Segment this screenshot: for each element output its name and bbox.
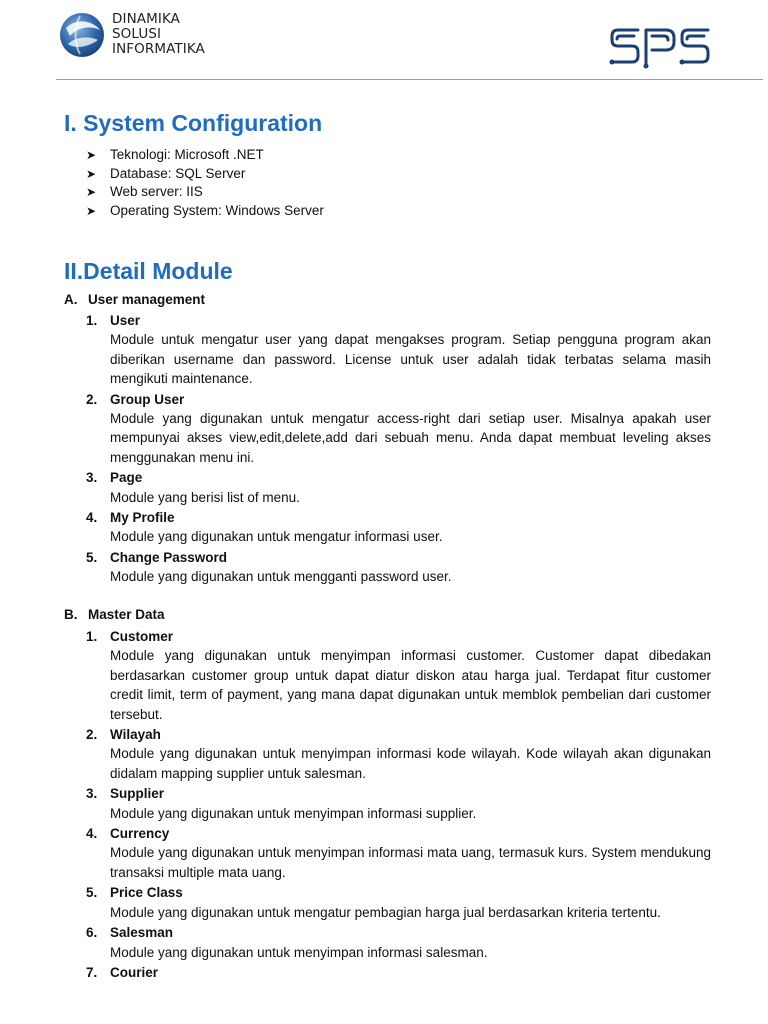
item-title: Price Class bbox=[110, 885, 183, 901]
list-item bbox=[86, 824, 711, 882]
item-title: Group User bbox=[110, 391, 185, 407]
company-name bbox=[112, 12, 205, 57]
dinamika-logo bbox=[58, 10, 218, 66]
item-title: Salesman bbox=[110, 925, 174, 941]
item-description: Module yang digunakan untuk menyimpan informasi customer. Customer dapat dibedakan berdasarkan customer group untuk dapat diatur diskon atau harga jual. Terdapat fitur customer credit limit, term of payment, yang mana dapat digunakan untuk memblok pembelian dari customer tersebut. bbox=[110, 648, 711, 722]
item-description: Module yang digunakan untuk menyimpan informasi mata uang, termasuk kurs. System mendukung transaksi multiple mata uang. bbox=[110, 845, 711, 880]
item-title: Customer bbox=[110, 629, 174, 644]
group-master-data bbox=[64, 607, 165, 622]
item-number: 4. bbox=[86, 510, 98, 526]
heading-system-configuration: I. System Configuration bbox=[64, 110, 323, 136]
user-management-list bbox=[86, 311, 711, 588]
list-item bbox=[86, 627, 711, 724]
item-number: 6. bbox=[86, 925, 98, 941]
globe-logo-icon bbox=[58, 10, 108, 60]
configuration-list bbox=[86, 146, 324, 220]
list-item bbox=[86, 784, 711, 823]
company-name-line-2: SOLUSI bbox=[112, 26, 162, 42]
item-title: Currency bbox=[110, 826, 170, 842]
group-letter: B. bbox=[64, 607, 78, 622]
list-item bbox=[86, 311, 711, 389]
arrow-bullet-icon: ➤ bbox=[86, 185, 97, 200]
group-letter: A. bbox=[64, 292, 78, 307]
item-number: 3. bbox=[86, 470, 98, 486]
master-data-list bbox=[86, 627, 711, 983]
item-title: Courier bbox=[110, 964, 159, 980]
bullet-text: Teknologi: Microsoft .NET bbox=[110, 147, 264, 162]
item-title: My Profile bbox=[110, 510, 175, 526]
item-description: Module yang digunakan untuk mengganti password user. bbox=[110, 569, 452, 585]
list-item bbox=[86, 390, 711, 468]
item-description: Module yang digunakan untuk mengatur informasi user. bbox=[110, 529, 443, 545]
item-number: 2. bbox=[86, 391, 98, 407]
list-item bbox=[86, 963, 711, 982]
bullet-text: Database: SQL Server bbox=[110, 165, 246, 181]
item-title: Page bbox=[110, 470, 143, 486]
arrow-bullet-icon: ➤ bbox=[86, 166, 97, 181]
list-item bbox=[86, 548, 711, 587]
sps-logo-icon bbox=[608, 22, 712, 70]
company-name-line-1: DINAMIKA bbox=[112, 11, 180, 27]
item-description: Module yang berisi list of menu. bbox=[110, 489, 300, 505]
item-description: Module yang digunakan untuk mengatur pembagian harga jual berdasarkan kriteria tertentu. bbox=[110, 904, 661, 920]
arrow-bullet-icon: ➤ bbox=[86, 203, 97, 218]
item-number: 5. bbox=[86, 885, 98, 901]
header-divider bbox=[56, 79, 763, 80]
item-description: Module yang digunakan untuk mengatur access-right dari setiap user. Misalnya apakah user mempunyai akses view,edit,delete,add dari sebuah menu. Anda dapat membuat leveling akses menggunakan menu ini. bbox=[110, 411, 711, 465]
item-number: 1. bbox=[86, 629, 98, 644]
item-title: User bbox=[110, 313, 141, 328]
list-item bbox=[86, 508, 711, 547]
item-number: 5. bbox=[86, 549, 98, 565]
list-item bbox=[86, 183, 324, 202]
item-title: Supplier bbox=[110, 786, 165, 802]
item-number: 3. bbox=[86, 786, 98, 802]
item-number: 4. bbox=[86, 826, 98, 842]
bullet-text: Operating System: Windows Server bbox=[110, 202, 324, 218]
group-title: User management bbox=[88, 292, 206, 307]
list-item bbox=[86, 202, 324, 221]
group-user-management bbox=[64, 292, 205, 307]
list-item bbox=[86, 725, 711, 783]
item-description: Module untuk mengatur user yang dapat mengakses program. Setiap pengguna program akan diberikan username dan password. License untuk user adalah tidak terbatas selama masih mengikuti maintenance. bbox=[110, 332, 711, 387]
item-number: 2. bbox=[86, 727, 98, 743]
item-description: Module yang digunakan untuk menyimpan informasi supplier. bbox=[110, 805, 477, 821]
page-header bbox=[0, 0, 768, 82]
item-description: Module yang digunakan untuk menyimpan informasi kode wilayah. Kode wilayah akan digunakan didalam mapping supplier untuk salesman. bbox=[110, 746, 711, 781]
heading-detail-module: II.Detail Module bbox=[64, 258, 233, 284]
arrow-bullet-icon: ➤ bbox=[86, 148, 97, 162]
list-item bbox=[86, 146, 324, 165]
company-name-line-3: INFORMATIKA bbox=[112, 41, 205, 57]
item-title: Change Password bbox=[110, 549, 228, 565]
item-number: 1. bbox=[86, 313, 98, 328]
list-item bbox=[86, 883, 711, 922]
item-title: Wilayah bbox=[110, 727, 161, 743]
list-item bbox=[86, 468, 711, 507]
list-item bbox=[86, 923, 711, 962]
item-number: 7. bbox=[86, 964, 98, 980]
bullet-text: Web server: IIS bbox=[110, 184, 203, 200]
group-title: Master Data bbox=[88, 607, 165, 622]
item-description: Module yang digunakan untuk menyimpan informasi salesman. bbox=[110, 944, 488, 960]
list-item bbox=[86, 165, 324, 184]
